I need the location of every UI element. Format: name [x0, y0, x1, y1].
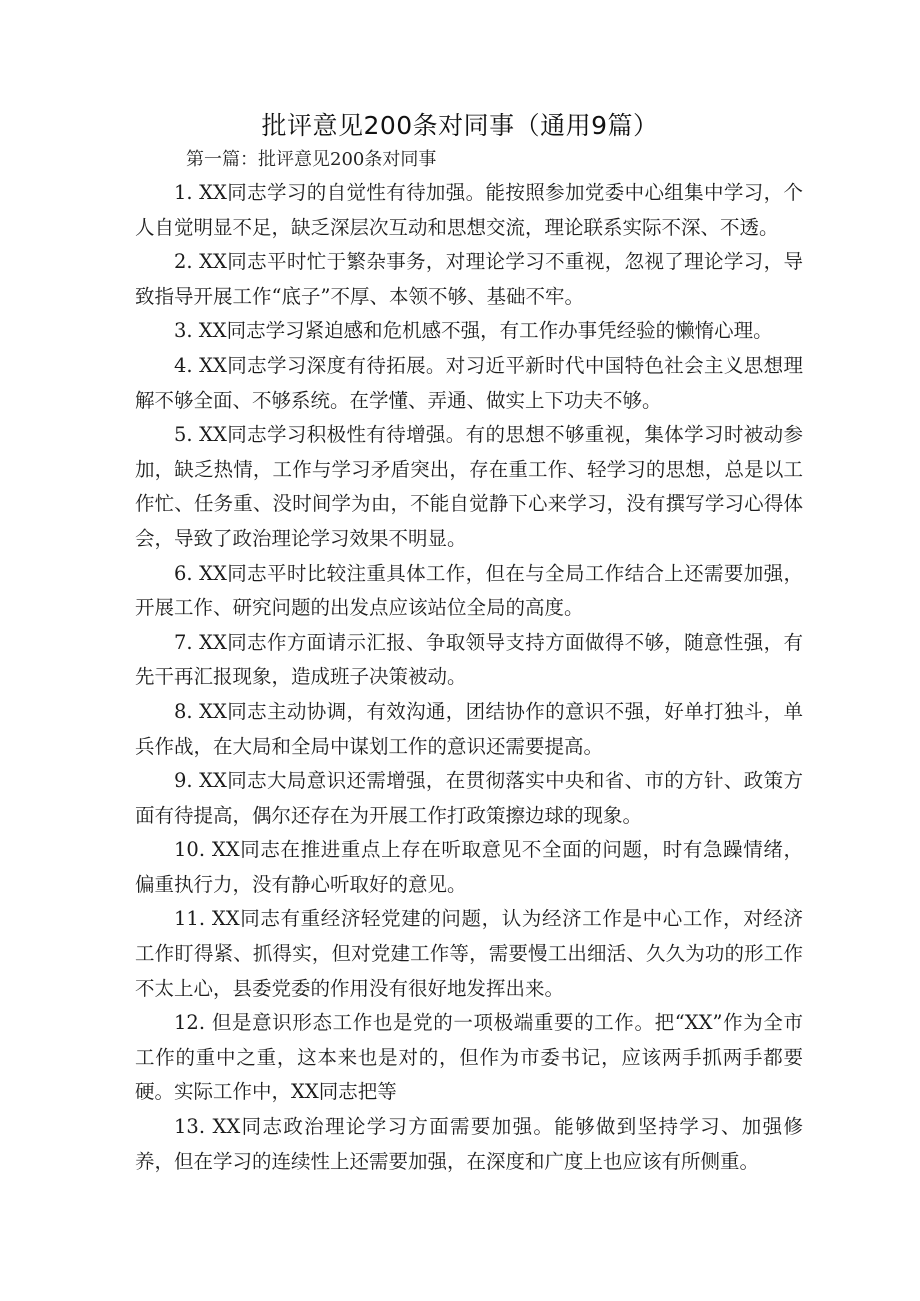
list-item: 5. XX同志学习积极性有待增强。有的思想不够重视，集体学习时被动参加，缺乏热情，工作与学习矛盾突出，存在重工作、轻学习的思想，总是以工作忙、任务重、没时间学为由，不能自觉静下心来学习，没有撰写学习心得体会，导致了政治理论学习效果不明显。 [135, 423, 803, 550]
list-item: 13. XX同志政治理论学习方面需要加强。能够做到坚持学习、加强修养，但在学习的连续性上还需要加强，在深度和广度上也应该有所侧重。 [135, 1115, 803, 1173]
list-item: 11. XX同志有重经济轻党建的问题，认为经济工作是中心工作，对经济工作盯得紧、抓得实，但对党建工作等，需要慢工出细活、久久为功的形工作不太上心，县委党委的作用没有很好地发挥出来。 [135, 907, 803, 1000]
item-list [135, 176, 803, 1179]
list-item: 12. 但是意识形态工作也是党的一项极端重要的工作。把“XX”作为全市工作的重中之重，这本来也是对的，但作为市委书记，应该两手抓两手都要硬。实际工作中，XX同志把等 [135, 1011, 803, 1104]
list-item: 2. XX同志平时忙于繁杂事务，对理论学习不重视，忽视了理论学习，导致指导开展工作“底子”不厚、本领不够、基础不牢。 [135, 250, 803, 308]
list-item: 7. XX同志作方面请示汇报、争取领导支持方面做得不够，随意性强，有先干再汇报现象，造成班子决策被动。 [135, 630, 803, 689]
document-title: 批评意见200条对同事（通用9篇） [261, 111, 659, 140]
list-item: 6. XX同志平时比较注重具体工作，但在与全局工作结合上还需要加强，开展工作、研究问题的出发点应该站位全局的高度。 [135, 561, 803, 620]
section-heading: 第一篇：批评意见200条对同事 [186, 149, 437, 170]
list-item: 4. XX同志学习深度有待拓展。对习近平新时代中国特色社会主义思想理解不够全面、不够系统。在学懂、弄通、做实上下功夫不够。 [135, 353, 803, 412]
list-item: 8. XX同志主动协调，有效沟通，团结协作的意识不强，好单打独斗，单兵作战，在大局和全局中谋划工作的意识还需要提高。 [135, 699, 803, 758]
list-item: 1. XX同志学习的自觉性有待加强。能按照参加党委中心组集中学习，个人自觉明显不足，缺乏深层次互动和思想交流，理论联系实际不深、不透。 [135, 181, 803, 239]
list-item: 10. XX同志在推进重点上存在听取意见不全面的问题，时有急躁情绪，偏重执行力，没有静心听取好的意见。 [135, 838, 803, 896]
list-item: 3. XX同志学习紧迫感和危机感不强，有工作办事凭经验的懒惰心理。 [174, 319, 773, 343]
list-item: 9. XX同志大局意识还需增强，在贯彻落实中央和省、市的方针、政策方面有待提高，偶尔还存在为开展工作打政策擦边球的现象。 [135, 769, 803, 827]
